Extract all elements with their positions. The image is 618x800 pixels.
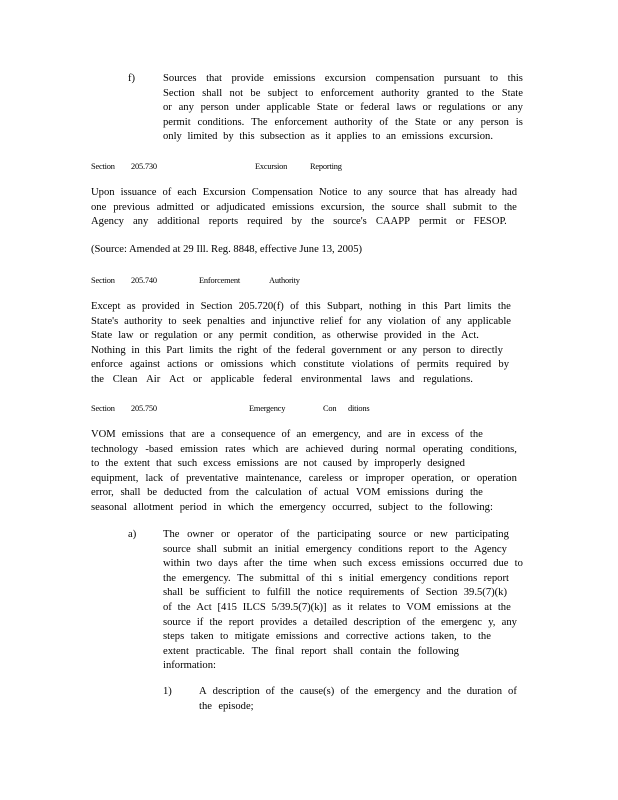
paragraph-line: information: bbox=[163, 660, 216, 672]
section-730-heading bbox=[91, 161, 391, 173]
paragraph-line: Section shall not be subject to enforcement authority granted to the State bbox=[163, 87, 523, 99]
section-740-heading bbox=[91, 275, 391, 287]
paragraph-line: error, shall be deducted from the calculation of actual VOM emissions during the bbox=[91, 487, 483, 499]
section-730-paragraph bbox=[91, 186, 517, 230]
paragraph-line: permit conditions. The enforcement authority of the State or any person is bbox=[163, 116, 523, 128]
paragraph-line: Nothing in this Part limits the right of the federal government or any person to directly bbox=[91, 344, 503, 356]
heading-title-part: ditions bbox=[348, 404, 370, 413]
paragraph-line: shall be sufficient to fulfill the notice requirements of Section 39.5(7)(k) bbox=[163, 587, 507, 599]
heading-section-number: 205.740 bbox=[131, 276, 157, 285]
item-1-paragraph bbox=[199, 685, 519, 714]
paragraph-line: source if the report provides a detailed description of the emergenc y, any bbox=[163, 616, 517, 628]
paragraph-line: Agency any additional reports required by the source's CAAPP permit or FESOP. bbox=[91, 216, 507, 228]
heading-title-part: Emergency bbox=[249, 404, 286, 413]
paragraph-line: The owner or operator of the participating source or new participating bbox=[163, 529, 509, 540]
item-a-paragraph bbox=[163, 528, 523, 674]
paragraph-line: within two days after the time when such excess emissions occurred due to bbox=[163, 558, 523, 570]
item-f-paragraph bbox=[163, 72, 523, 145]
paragraph-line: only limited by this subsection as it applies to an emissions excursion. bbox=[163, 131, 493, 143]
heading-title-part: Enforcement bbox=[199, 276, 241, 285]
heading-section-number: 205.750 bbox=[131, 404, 157, 413]
item-a-label: a) bbox=[128, 529, 137, 540]
paragraph-line: extent practicable. The final report shall contain the following bbox=[163, 645, 459, 657]
heading-section-word: Section bbox=[91, 276, 115, 285]
paragraph-line: source shall submit an initial emergency conditions report to the Agency bbox=[163, 543, 507, 555]
paragraph-line: one previous admitted or adjudicated emissions excursion, the source shall submit to the bbox=[91, 201, 517, 213]
paragraph-line: enforce against actions or omissions which constitute violations of permits required by bbox=[91, 359, 509, 371]
section-750-paragraph bbox=[91, 428, 517, 516]
paragraph-line: steps taken to mitigate emissions and corrective actions taken, to the bbox=[163, 631, 491, 643]
heading-title-part: Con bbox=[323, 404, 337, 413]
paragraph-line: of the Act [415 ILCS 5/39.5(7)(k)] as it relates to VOM emissions at the bbox=[163, 601, 511, 613]
paragraph-line: the emergency. The submittal of thi s initial emergency conditions report bbox=[163, 572, 509, 584]
paragraph-line: to the extent that such excess emissions are not caused by improperly designed bbox=[91, 458, 465, 470]
item-f-label: f) bbox=[128, 73, 136, 84]
section-750-heading bbox=[91, 403, 391, 415]
heading-section-word: Section bbox=[91, 404, 115, 413]
paragraph-line: Sources that provide emissions excursion compensation pursuant to this bbox=[163, 73, 523, 84]
paragraph-line: equipment, lack of preventative maintenance, careless or improper operation, or operation bbox=[91, 472, 517, 484]
section-740-paragraph bbox=[91, 300, 511, 388]
item-1-label: 1) bbox=[163, 686, 172, 697]
paragraph-line: Except as provided in Section 205.720(f) of this Subpart, nothing in this Part limits the bbox=[91, 301, 511, 312]
paragraph-line: the episode; bbox=[199, 700, 254, 712]
heading-title-part: Excursion bbox=[255, 162, 288, 171]
source-note: (Source: Amended at 29 Ill. Reg. 8848, effective June 13, 2005) bbox=[91, 244, 363, 255]
heading-title-part: Authority bbox=[269, 276, 300, 285]
paragraph-line: State's authority to seek penalties and injunctive relief for any violation of any applicable bbox=[91, 315, 511, 327]
heading-section-word: Section bbox=[91, 162, 115, 171]
paragraph-line: the Clean Air Act or applicable federal environmental laws and regulations. bbox=[91, 373, 473, 385]
paragraph-line: technology -based emission rates which are achieved during normal operating conditions, bbox=[91, 443, 517, 455]
paragraph-line: State law or regulation or any permit condition, as otherwise provided in the Act. bbox=[91, 330, 479, 342]
paragraph-line: A description of the cause(s) of the emergency and the duration of bbox=[199, 686, 517, 697]
paragraph-line: or any person under applicable State or federal laws or regulations or any bbox=[163, 102, 523, 114]
heading-title-part: Reporting bbox=[310, 162, 342, 171]
heading-section-number: 205.730 bbox=[131, 162, 157, 171]
paragraph-line: seasonal allotment period in which the emergency occurred, subject to the following: bbox=[91, 501, 493, 513]
paragraph-line: VOM emissions that are a consequence of an emergency, and are in excess of the bbox=[91, 429, 483, 440]
paragraph-line: Upon issuance of each Excursion Compensation Notice to any source that has already had bbox=[91, 187, 517, 198]
